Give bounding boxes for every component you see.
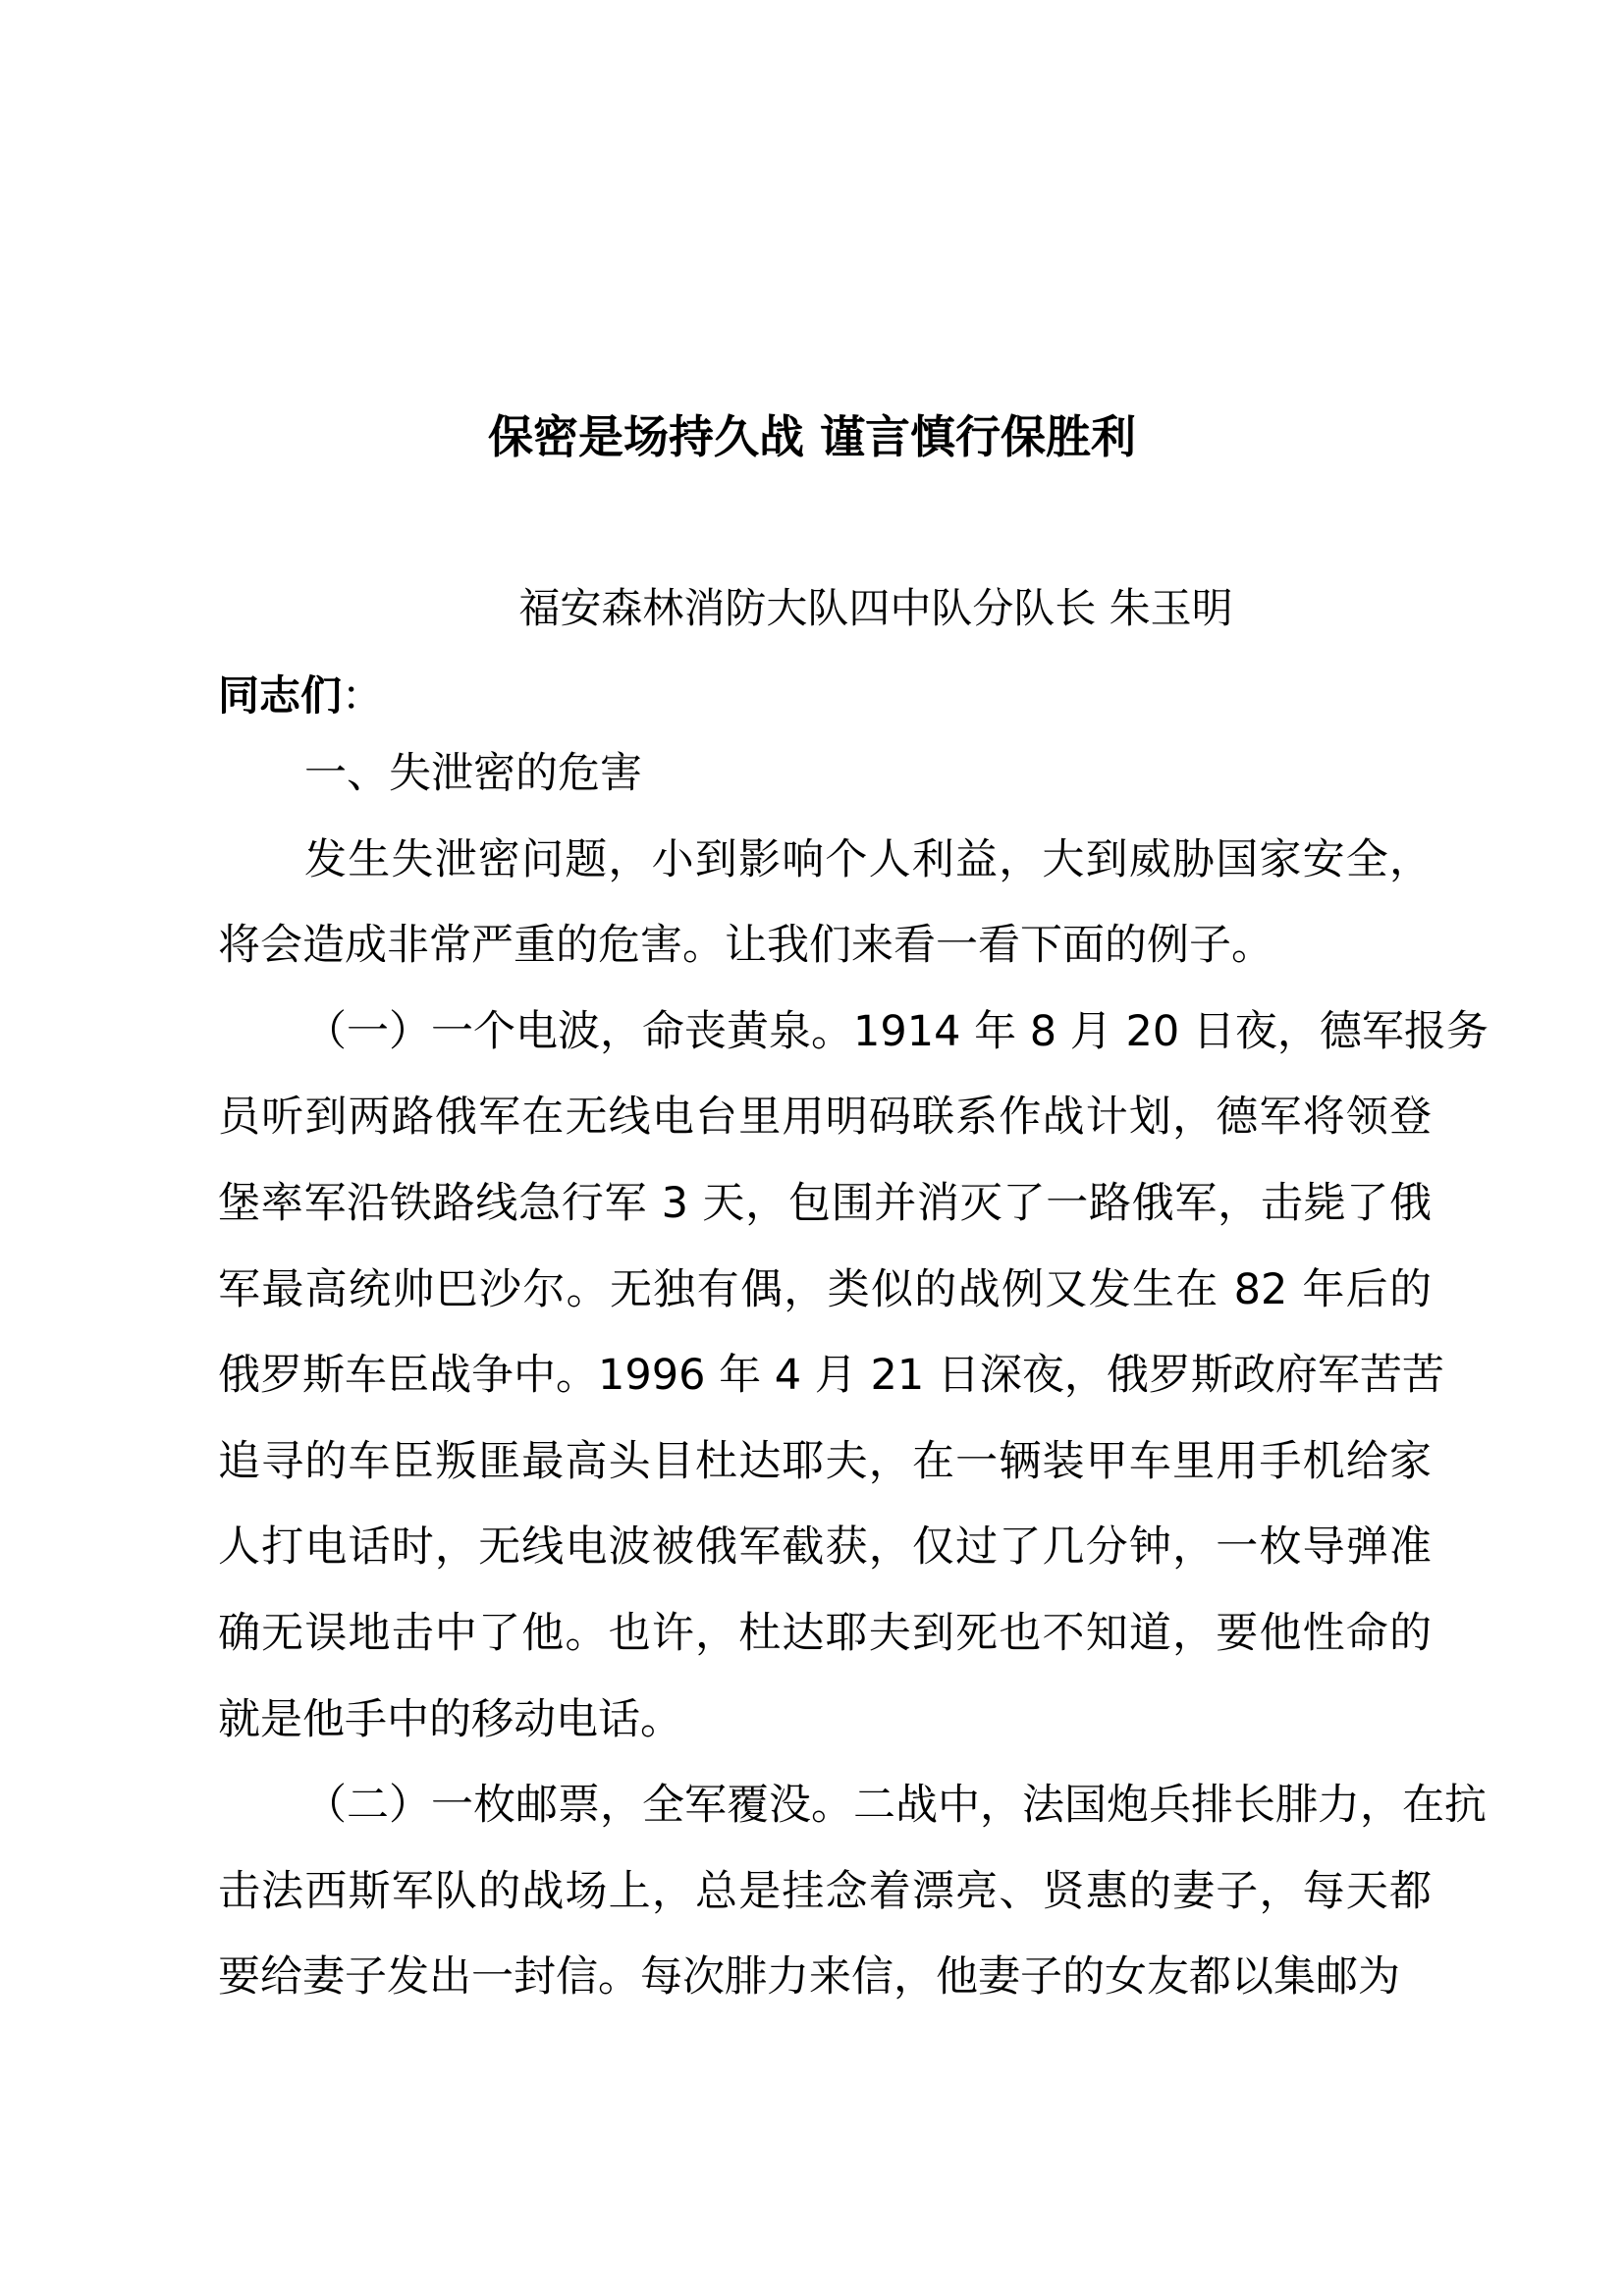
text-line: 发生失泄密问题，小到影响个人利益，大到威胁国家安全， bbox=[304, 834, 1432, 884]
paragraph bbox=[218, 818, 1432, 989]
text-line: 人打电话时，无线电波被俄军截获，仅过了几分钟，一枚导弹准 bbox=[218, 1522, 1432, 1573]
paragraph bbox=[218, 989, 1489, 1763]
text-line: （二）一枚邮票，全军覆没。二战中，法国炮兵排长腓力，在抗 bbox=[304, 1781, 1487, 1831]
text-line: 击法西斯军队的战场上，总是挂念着漂亮、贤惠的妻子，每天都 bbox=[218, 1866, 1432, 1916]
text-line: 一、失泄密的危害 bbox=[304, 749, 642, 798]
document-title: 保密是场持久战 谨言慎行保胜利 bbox=[487, 410, 1136, 463]
text-line: 就是他手中的移动电话。 bbox=[218, 1694, 682, 1744]
text-line: 军最高统帅巴沙尔。无独有偶，类似的战例又发生在 82 年后的 bbox=[218, 1264, 1432, 1314]
text-line: 要给妻子发出一封信。每次腓力来信，他妻子的女友都以集邮为 bbox=[218, 1952, 1400, 2002]
salutation-colon: ： bbox=[342, 671, 384, 720]
salutation bbox=[218, 669, 383, 722]
salutation-text: 同志们 bbox=[218, 671, 343, 720]
paragraph bbox=[218, 731, 1432, 818]
text-line: 将会造成非常严重的危害。让我们来看一看下面的例子。 bbox=[218, 921, 1273, 971]
document-body bbox=[218, 731, 1489, 2021]
text-line: 确无误地击中了他。也许，杜达耶夫到死也不知道，要他性命的 bbox=[218, 1608, 1432, 1658]
text-line: 追寻的车臣叛匪最高头目杜达耶夫，在一辆装甲车里用手机给家 bbox=[218, 1436, 1432, 1486]
text-line: 俄罗斯车臣战争中。1996 年 4 月 21 日深夜，俄罗斯政府军苦苦 bbox=[218, 1351, 1444, 1401]
text-line: 员听到两路俄军在无线电台里用明码联系作战计划，德军将领登 bbox=[218, 1093, 1432, 1143]
text-line: （一）一个电波，命丧黄泉。1914 年 8 月 20 日夜，德军报务 bbox=[304, 1006, 1489, 1056]
paragraph bbox=[218, 1763, 1487, 2021]
text-line: 堡率军沿铁路线急行军 3 天，包围并消灭了一路俄军，击毙了俄 bbox=[218, 1178, 1432, 1228]
author-line: 福安森林消防大队四中队分队长 朱玉明 bbox=[518, 584, 1233, 632]
